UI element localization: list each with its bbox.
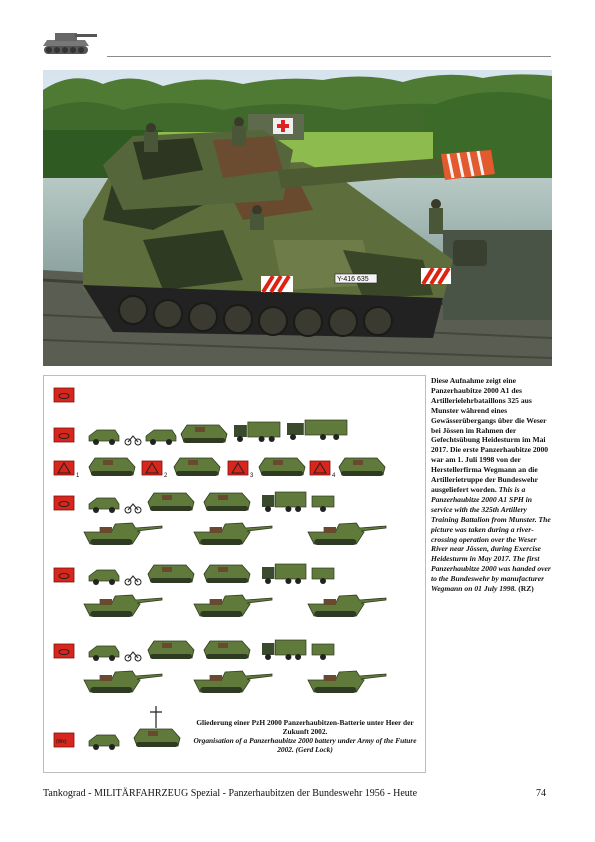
cargo-icon: [275, 492, 306, 507]
camo-patch-icon: [353, 460, 363, 465]
track-icon: [90, 539, 132, 545]
wheel-icon: [295, 506, 301, 512]
track-icon: [341, 471, 383, 476]
track-icon: [206, 506, 248, 511]
cargo-icon: [248, 422, 280, 437]
jeep-icon: [89, 646, 119, 657]
track-icon: [176, 471, 218, 476]
wheel-icon: [166, 439, 172, 445]
track-icon: [314, 687, 356, 693]
track-icon: [200, 611, 242, 617]
camo-patch-icon: [210, 675, 222, 681]
cargo-icon: [275, 640, 306, 655]
camo-patch-icon: [195, 427, 205, 432]
wheel-icon: [109, 507, 115, 513]
page-number: 74: [536, 788, 546, 799]
track-icon: [206, 578, 248, 583]
wheel-icon: [295, 654, 301, 660]
truck-icon: [234, 425, 247, 437]
track-icon: [183, 438, 225, 443]
camo-patch-icon: [218, 495, 228, 500]
trailer-icon: [312, 568, 334, 579]
unit-sign-icon: [54, 428, 74, 442]
wheel-icon: [285, 654, 291, 660]
wheel-icon: [93, 507, 99, 513]
camo-patch-icon: [324, 675, 336, 681]
camo-patch-icon: [218, 643, 228, 648]
wheel-icon: [285, 506, 291, 512]
wheel-icon: [265, 654, 271, 660]
unit-sign-icon: [54, 496, 74, 510]
wheel-icon: [290, 434, 296, 440]
photo-caption-de: Diese Aufnahme zeigt eine Panzerhaubitze 2000 A1 des Artillerielehrbataillons 325 aus Munster während eines Gewässerübergangs über die Weser bei Jössen im Rahmen der Gefechtsübung Heidesturm im Mai 2017. Die erste Panzerhaubitze 2000 war am 1. Juli 1998 von der Herstellerfirma Wegmann an die Artillerietruppe der Bundeswehr ausgeliefert worden.: [431, 376, 549, 494]
wheel-icon: [320, 434, 326, 440]
track-icon: [200, 687, 242, 693]
camo-patch-icon: [218, 567, 228, 572]
camo-patch-icon: [273, 460, 283, 465]
cargo-icon: [275, 564, 306, 579]
unit-sign-icon: [54, 388, 74, 402]
wheel-icon: [320, 578, 326, 584]
weather-sign-text: (Wx): [56, 739, 67, 745]
trailer-icon: [312, 644, 334, 655]
track-icon: [90, 611, 132, 617]
wheel-icon: [109, 579, 115, 585]
tank-icon: [41, 26, 99, 58]
camo-patch-icon: [210, 599, 222, 605]
wheel-icon: [109, 655, 115, 661]
jeep-icon: [89, 735, 119, 746]
track-icon: [200, 539, 242, 545]
organisation-chart: [43, 375, 426, 773]
wheel-icon: [93, 439, 99, 445]
wheel-icon: [150, 439, 156, 445]
photo-caption-en: This is a Panzerhaubitze 2000 A1 SPH in service with the 325th Artillery Training Battalion from Munster. The picture was taken during a river-crossing operation over the Weser River near Jössen, during Exercise Heidesturm in May 2017. The first Panzerhaubitze 2000 was handed over to the Bundeswehr by manufacturer Wegmann on 01 July 1998.: [431, 484, 551, 594]
wheel-icon: [265, 578, 271, 584]
wheel-icon: [295, 578, 301, 584]
wheel-icon: [285, 578, 291, 584]
camo-patch-icon: [324, 527, 336, 533]
battery-number: 3: [250, 473, 254, 479]
photo-caption-credit: (RZ): [518, 584, 534, 594]
camo-patch-icon: [100, 527, 112, 533]
camo-patch-icon: [103, 460, 113, 465]
antenna-icon: [150, 706, 162, 728]
jeep-icon: [89, 498, 119, 509]
cargo-icon: [305, 420, 347, 435]
wheel-icon: [333, 434, 339, 440]
camo-patch-icon: [100, 675, 112, 681]
jeep-icon: [89, 570, 119, 581]
armored-vehicle-photo: [43, 70, 552, 366]
wheel-icon: [237, 436, 243, 442]
jeep-icon: [146, 430, 176, 441]
footer-title: Tankograd - MILITÄRFAHRZEUG Spezial - Panzerhaubitzen der Bundeswehr 1956 - Heute: [43, 788, 418, 799]
camo-patch-icon: [162, 643, 172, 648]
battery-number: 4: [332, 473, 336, 479]
organisation-caption: [190, 718, 420, 754]
trailer-icon: [312, 496, 334, 507]
organisation-caption-de: Gliederung einer PzH 2000 Panzerhaubitzen-Batterie unter Heer der Zukunft 2002.: [196, 718, 414, 736]
wheel-icon: [265, 506, 271, 512]
wheel-icon: [320, 506, 326, 512]
truck-icon: [262, 567, 274, 579]
plate-text: Y-416 635: [337, 276, 369, 283]
truck-icon: [262, 495, 274, 507]
wheel-icon: [109, 744, 115, 750]
wheel-icon: [320, 654, 326, 660]
camo-patch-icon: [162, 567, 172, 572]
camo-patch-icon: [188, 460, 198, 465]
wheel-icon: [109, 439, 115, 445]
track-icon: [150, 578, 192, 583]
camo-patch-icon: [324, 599, 336, 605]
unit-sign-icon: [54, 644, 74, 658]
truck-icon: [262, 643, 274, 655]
track-icon: [90, 687, 132, 693]
truck-icon: [287, 423, 304, 435]
track-icon: [206, 654, 248, 659]
track-icon: [314, 539, 356, 545]
battery-number: 2: [164, 473, 168, 479]
track-icon: [91, 471, 133, 476]
photo-caption: [431, 376, 555, 594]
battery-number: 1: [76, 473, 80, 479]
camo-patch-icon: [148, 731, 158, 736]
track-icon: [314, 611, 356, 617]
wheel-icon: [259, 436, 265, 442]
wheel-icon: [93, 744, 99, 750]
wheel-icon: [93, 579, 99, 585]
camo-patch-icon: [100, 599, 112, 605]
track-icon: [261, 471, 303, 476]
track-icon: [136, 742, 178, 747]
jeep-icon: [89, 430, 119, 441]
camo-patch-icon: [162, 495, 172, 500]
unit-sign-icon: [54, 568, 74, 582]
camo-patch-icon: [210, 527, 222, 533]
track-icon: [150, 506, 192, 511]
header-rule: [107, 56, 551, 57]
wheel-icon: [269, 436, 275, 442]
wheel-icon: [93, 655, 99, 661]
track-icon: [150, 654, 192, 659]
organisation-caption-en: Organisation of a Panzerhaubitze 2000 battery under Army of the Future 2002. (Gerd Lock): [193, 736, 417, 754]
